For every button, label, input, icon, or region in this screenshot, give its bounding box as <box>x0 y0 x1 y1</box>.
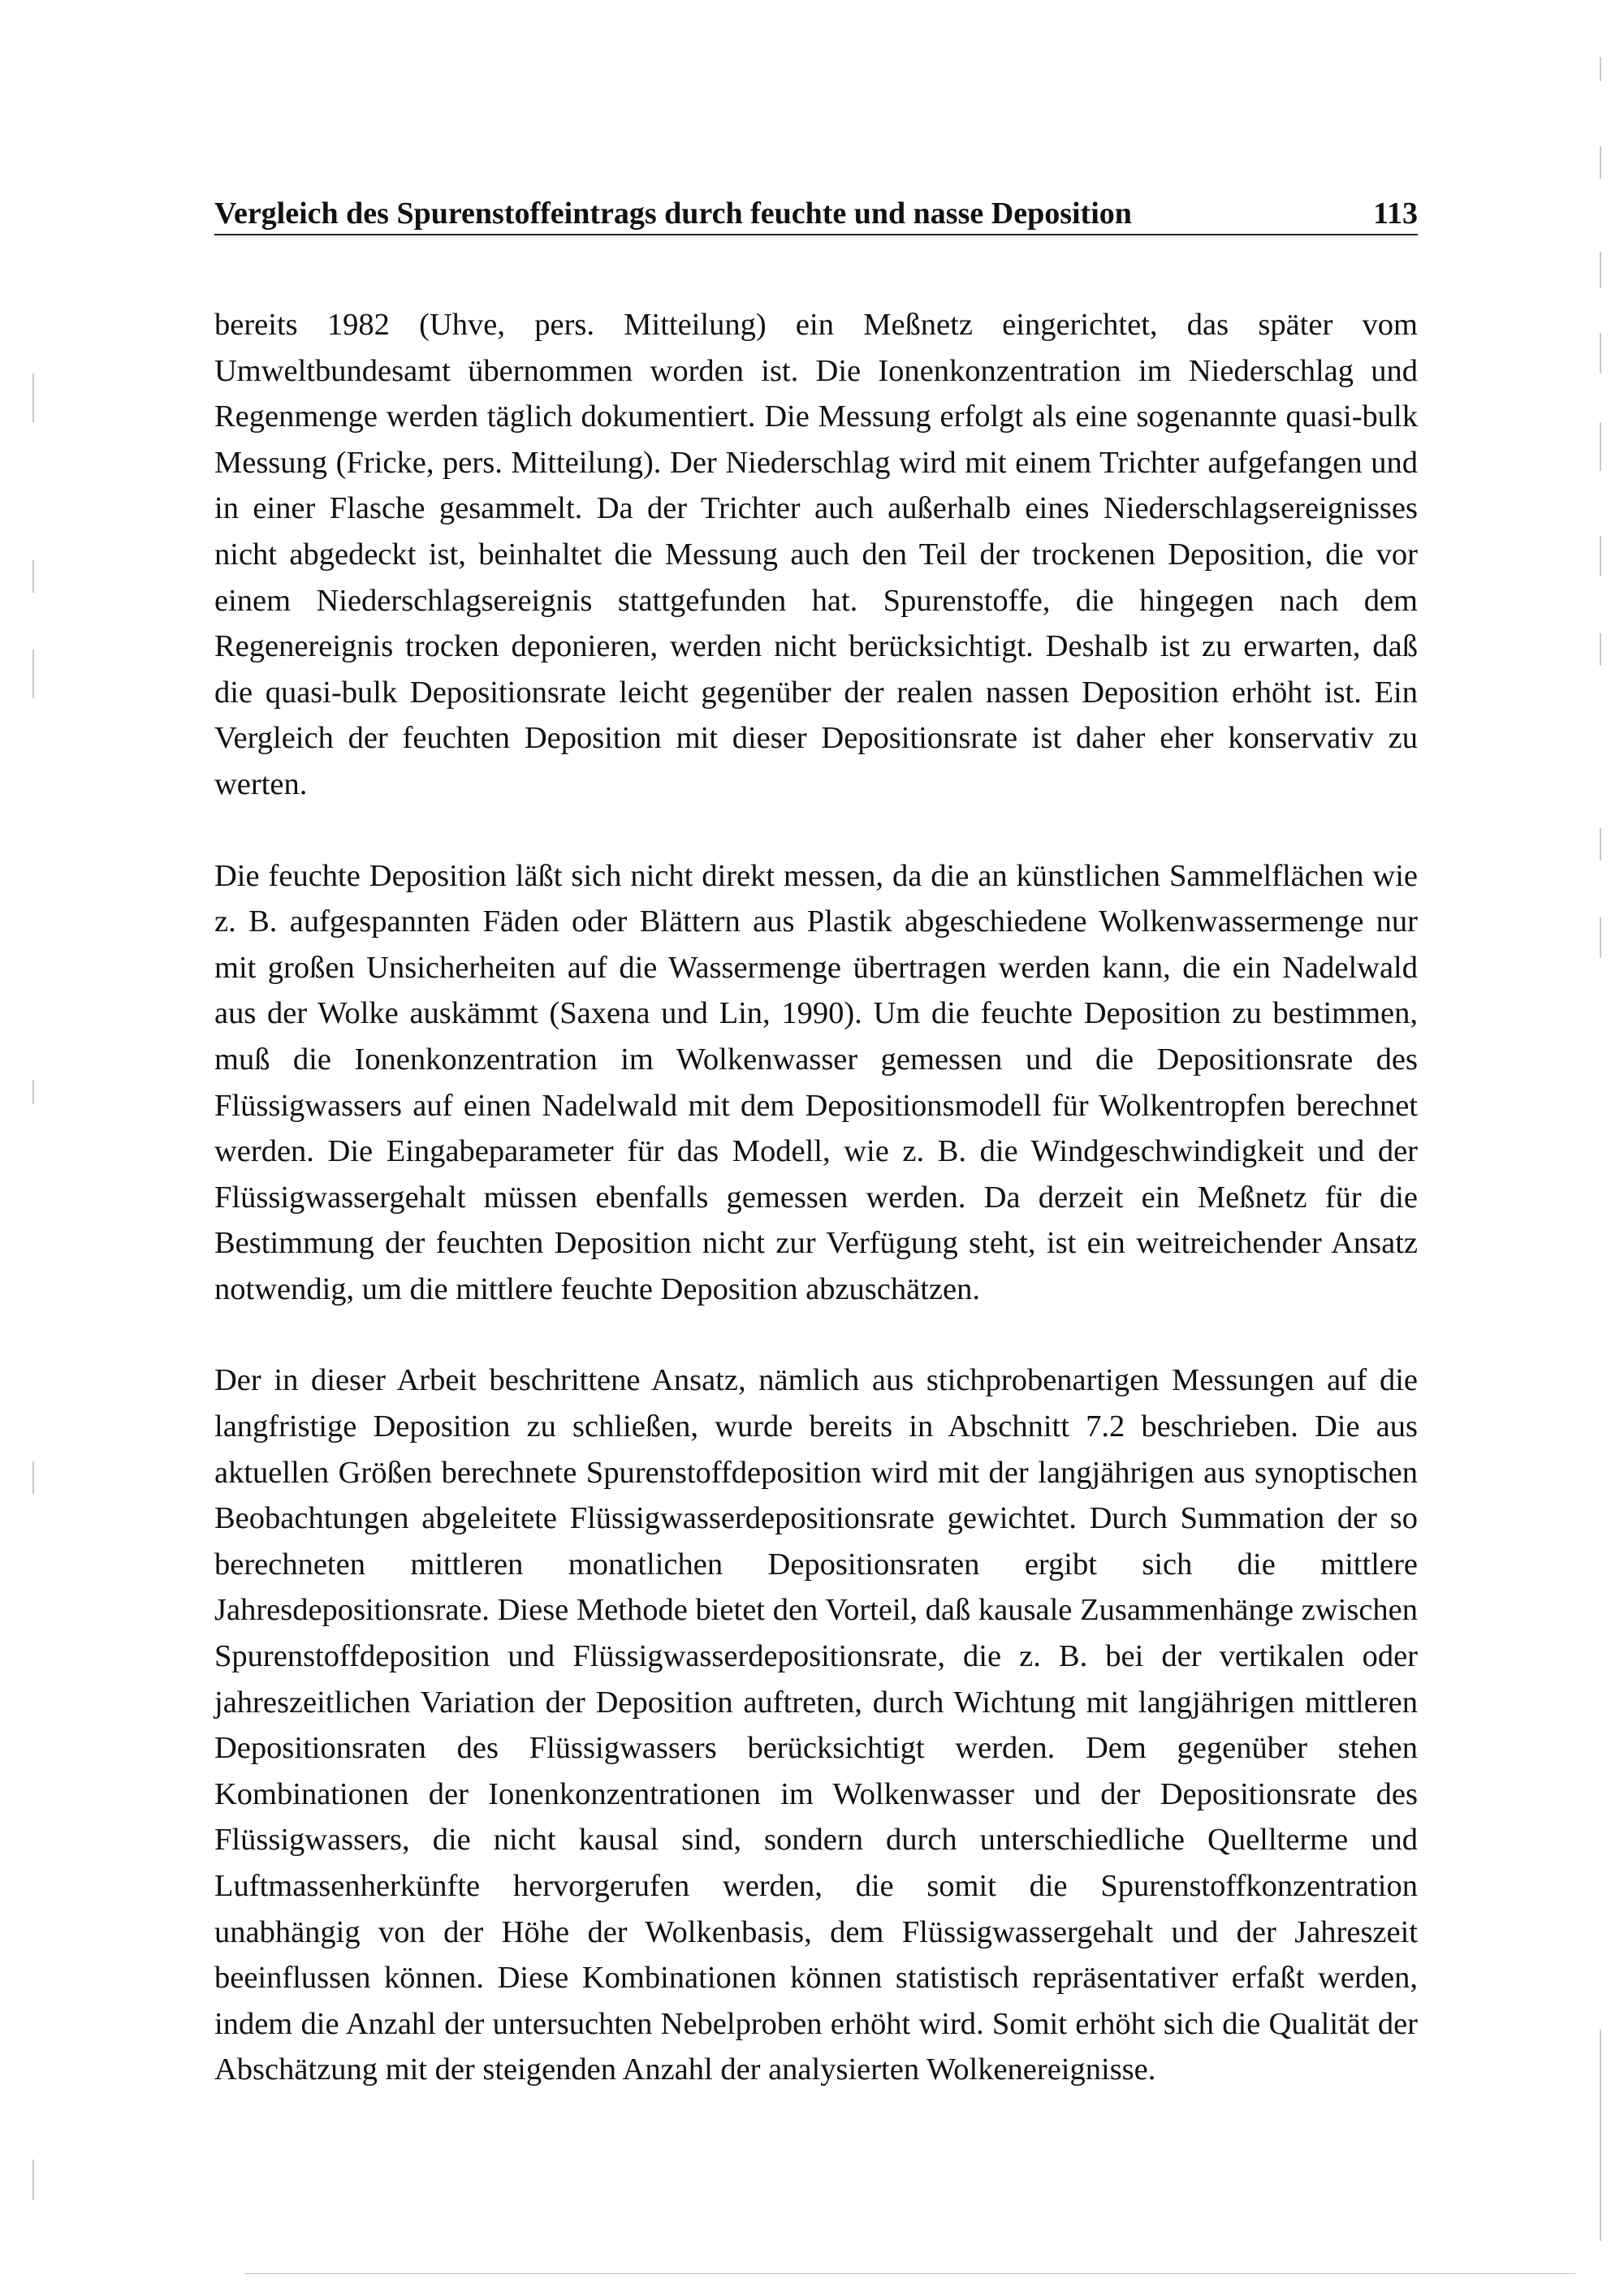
paragraph: Die feuchte Deposition läßt sich nicht direkt messen, da die an künstlichen Sammelflächen wie z. B. aufgespannten Fäden oder Blättern aus Plastik abgeschiedene Wolkenwassermenge nur mit großen Unsicherheiten auf die Wassermenge übertragen werden kann, die ein Nadelwald aus der Wolke auskämmt (Saxena und Lin, 1990). Um die feuchte Deposition zu bestimmen, muß die Ionenkonzentration im Wolkenwasser gemessen und die Depositionsrate des Flüssigwassers auf einen Nadelwald mit dem Depositionsmodell für Wolkentropfen berechnet werden. Die Eingabeparameter für das Modell, wie z. B. die Windgeschwindigkeit und der Flüssigwassergehalt müssen ebenfalls gemessen werden. Da derzeit ein Meßnetz für die Bestimmung der feuchten Deposition nicht zur Verfügung steht, ist ein weitreichender Ansatz notwendig, um die mittlere feuchte Deposition abzuschätzen. <box>214 858 1418 1306</box>
scan-edge-mark <box>32 650 34 698</box>
scan-edge-mark <box>1600 536 1601 576</box>
scan-edge-mark <box>1600 333 1601 373</box>
running-header <box>214 193 1418 235</box>
scan-edge-mark <box>1600 146 1601 179</box>
scan-edge-mark <box>32 2160 34 2200</box>
scan-edge-mark <box>32 373 34 422</box>
page-number: 113 <box>1373 196 1418 231</box>
scan-edge-mark <box>1600 422 1601 471</box>
scan-edge-mark <box>1600 917 1601 958</box>
scan-edge-mark <box>244 2273 1575 2274</box>
scan-edge-mark <box>1600 2030 1601 2241</box>
body-text <box>214 302 1418 2138</box>
scan-edge-mark <box>1600 57 1601 81</box>
scan-edge-mark <box>32 1080 34 1104</box>
scan-edge-mark <box>32 1461 34 1494</box>
header-title: Vergleich des Spurenstoffeintrags durch feuchte und nasse Deposition <box>214 196 1132 231</box>
paragraph: bereits 1982 (Uhve, pers. Mitteilung) ein Meßnetz eingerichtet, das später vom Umweltbundesamt übernommen worden ist. Die Ionenkonzentration im Niederschlag und Regenmenge werden täglich dokumentiert. Die Messung erfolgt als eine sogenannte quasi-bulk Messung (Fricke, pers. Mitteilung). Der Niederschlag wird mit einem Trichter aufgefangen und in einer Flasche gesammelt. Da der Trichter auch außerhalb eines Niederschlagsereignisses nicht abgedeckt ist, beinhaltet die Messung auch den Teil der trockenen Deposition, die vor einem Niederschlagsereignis stattgefunden hat. Spurenstoffe, die hingegen nach dem Regenereignis trocken deponieren, werden nicht berücksichtigt. Deshalb ist zu erwarten, daß die quasi-bulk Depositionsrate leicht gegenüber der realen nassen Deposition erhöht ist. Ein Vergleich der feuchten Deposition mit dieser Depositionsrate ist daher eher konservativ zu werten. <box>214 308 1418 801</box>
scan-edge-mark <box>1600 252 1601 288</box>
scan-edge-mark <box>1600 633 1601 666</box>
scan-edge-mark <box>32 560 34 593</box>
scan-edge-mark <box>1600 828 1601 861</box>
paragraph: Der in dieser Arbeit beschrittene Ansatz, nämlich aus stichprobenartigen Messungen auf die langfristige Deposition zu schließen, wurde bereits in Abschnitt 7.2 beschrieben. Die aus aktuellen Größen berechnete Spurenstoffdeposition wird mit der langjährigen aus synoptischen Beobachtungen abgeleitete Flüssigwasserdepositionsrate gewichtet. Durch Summation der so berechneten mittleren monatlichen Depositionsraten ergibt sich die mittlere Jahresdepositionsrate. Diese Methode bietet den Vorteil, daß kausale Zusammenhänge zwischen Spurenstoffdeposition und Flüssigwasserdepositionsrate, die z. B. bei der vertikalen oder jahreszeitlichen Variation der Deposition auftreten, durch Wichtung mit langjährigen mittleren Depositionsraten des Flüssigwassers berücksichtigt werden. Dem gegenüber stehen Kombinationen der Ionenkonzentrationen im Wolkenwasser und der Depositionsrate des Flüssigwassers, die nicht kausal sind, sondern durch unterschiedliche Quellterme und Luftmassenherkünfte hervorgerufen werden, die somit die Spurenstoffkonzentration unabhängig von der Höhe der Wolkenbasis, dem Flüssigwassergehalt und der Jahreszeit beeinflussen können. Diese Kombinationen können statistisch repräsentativer erfaßt werden, indem die Anzahl der untersuchten Nebelproben erhöht wird. Somit erhöht sich die Qualität der Abschätzung mit der steigenden Anzahl der analysierten Wolkenereignisse. <box>214 1363 1418 2087</box>
